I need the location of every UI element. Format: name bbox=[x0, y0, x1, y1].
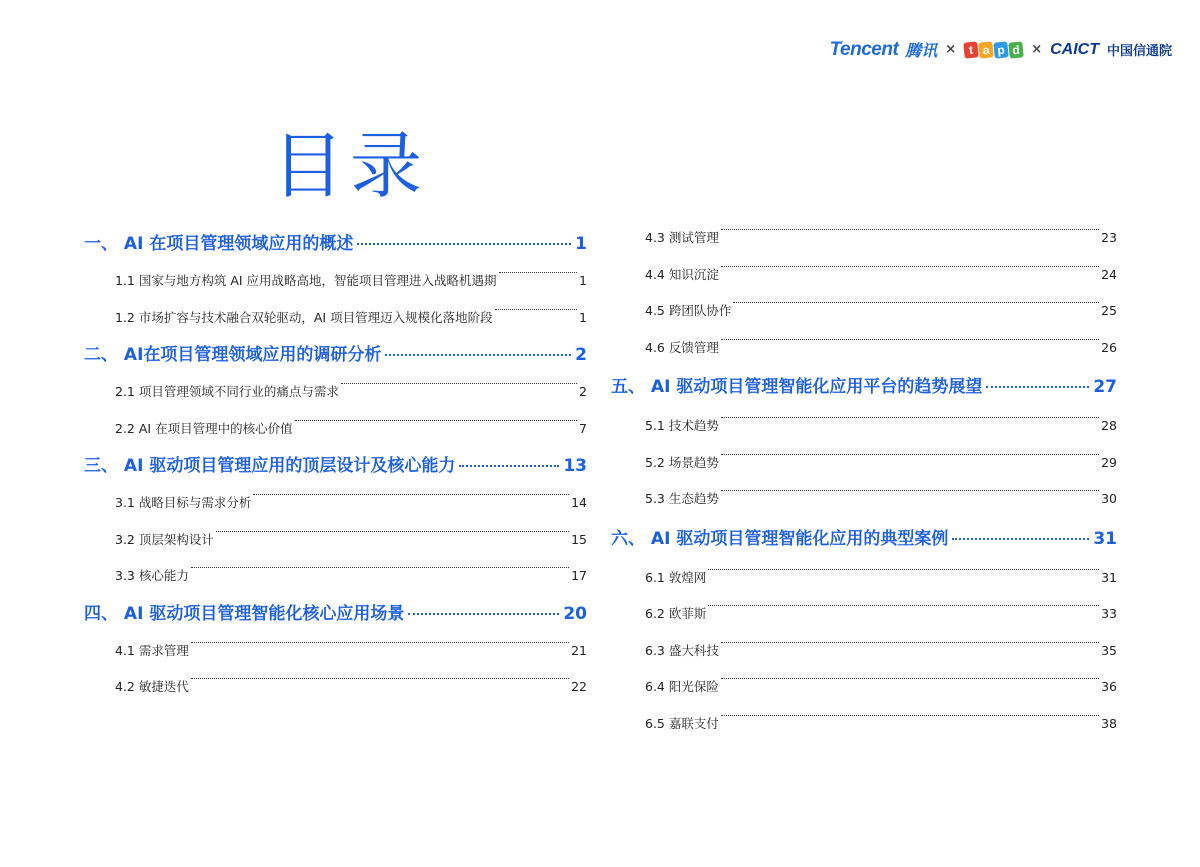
toc-entry-title: 5.1 技术趋势 bbox=[645, 418, 719, 433]
toc-section-entry[interactable] bbox=[84, 485, 587, 522]
toc-section-entry[interactable] bbox=[611, 220, 1117, 257]
toc-entry-title: 二、 AI在项目管理领域应用的调研分析 bbox=[84, 345, 382, 365]
toc-section-entry[interactable] bbox=[84, 374, 587, 411]
caict-logo: CAICT bbox=[1050, 40, 1099, 58]
toc-page-number: 25 bbox=[1101, 303, 1117, 318]
toc-entry-title: 五、 AI 驱动项目管理智能化应用平台的趋势展望 bbox=[611, 377, 983, 397]
toc-chapter-entry[interactable] bbox=[611, 524, 1117, 554]
page-title: 目录 bbox=[272, 124, 429, 208]
toc-page-number: 15 bbox=[571, 531, 587, 547]
toc-page-number: 14 bbox=[571, 495, 587, 510]
dot-leader bbox=[385, 354, 571, 356]
toc-section-entry[interactable] bbox=[84, 558, 587, 595]
toc-page-number: 24 bbox=[1101, 266, 1117, 282]
toc-page-number: 31 bbox=[1093, 528, 1117, 549]
toc-entry-title: 一、 AI 在项目管理领域应用的概述 bbox=[84, 234, 354, 254]
dot-leader bbox=[733, 302, 1099, 303]
dot-leader bbox=[952, 538, 1089, 540]
toc-section-entry[interactable] bbox=[611, 633, 1117, 670]
dot-leader bbox=[721, 678, 1099, 679]
partner-logos bbox=[830, 38, 1172, 61]
toc-page-number: 36 bbox=[1101, 679, 1117, 694]
toc-page-number: 29 bbox=[1101, 454, 1117, 470]
toc-page-number: 33 bbox=[1101, 606, 1117, 621]
toc-entry-title: 2.1 项目管理领域不同行业的痛点与需求 bbox=[115, 384, 339, 399]
toc-page-number: 13 bbox=[563, 456, 587, 476]
toc-page-number: 23 bbox=[1101, 230, 1117, 245]
dot-leader bbox=[341, 383, 577, 384]
toc-entry-title: 3.3 核心能力 bbox=[115, 568, 189, 583]
toc-entry-title: 4.1 需求管理 bbox=[115, 642, 189, 658]
toc-entry-title: 四、 AI 驱动项目管理智能化核心应用场景 bbox=[84, 603, 405, 624]
toc-section-entry[interactable] bbox=[84, 300, 587, 337]
toc-page-number: 1 bbox=[579, 273, 587, 288]
tapd-letter: p bbox=[993, 41, 1009, 58]
toc-section-entry[interactable] bbox=[611, 330, 1117, 367]
toc-entry-title: 6.3 盛大科技 bbox=[645, 642, 719, 658]
toc-entry-title: 2.2 AI 在项目管理中的核心价值 bbox=[115, 420, 293, 436]
tencent-logo: Tencent bbox=[829, 38, 899, 60]
toc-entry-title: 6.1 敦煌网 bbox=[645, 569, 707, 585]
toc-section-entry[interactable] bbox=[84, 633, 587, 670]
tapd-logo bbox=[964, 42, 1023, 58]
tapd-letter: d bbox=[1008, 41, 1024, 58]
toc-page-number: 2 bbox=[575, 345, 587, 365]
toc-page-number: 21 bbox=[571, 642, 587, 658]
toc-entry-title: 1.1 国家与地方构筑 AI 应用战略高地，智能项目管理进入战略机遇期 bbox=[115, 273, 497, 288]
dot-leader bbox=[721, 454, 1099, 455]
dot-leader bbox=[721, 715, 1099, 716]
toc-page-number: 38 bbox=[1101, 715, 1117, 731]
toc-section-entry[interactable] bbox=[84, 411, 587, 448]
toc-section-entry[interactable] bbox=[611, 445, 1117, 482]
toc-entry-title: 4.2 敏捷迭代 bbox=[115, 679, 189, 694]
toc-section-entry[interactable] bbox=[611, 408, 1117, 445]
toc-entry-title: 4.5 跨团队协作 bbox=[645, 303, 732, 318]
dot-leader bbox=[191, 678, 569, 679]
toc-entry-title: 三、 AI 驱动项目管理应用的顶层设计及核心能力 bbox=[84, 456, 456, 476]
toc-page-number: 20 bbox=[563, 603, 587, 624]
dot-leader bbox=[721, 339, 1099, 340]
toc-right-column bbox=[611, 220, 1117, 742]
dot-leader bbox=[721, 490, 1099, 491]
dot-leader bbox=[253, 494, 569, 495]
toc-entry-title: 六、 AI 驱动项目管理智能化应用的典型案例 bbox=[611, 528, 949, 549]
toc-page-number: 26 bbox=[1101, 339, 1117, 355]
logo-separator: × bbox=[1031, 42, 1043, 57]
toc-entry-title: 3.2 顶层架构设计 bbox=[115, 531, 214, 547]
toc-page-number: 1 bbox=[579, 309, 587, 325]
toc-section-entry[interactable] bbox=[611, 257, 1117, 294]
caict-logo-cn: 中国信通院 bbox=[1106, 44, 1172, 59]
toc-page-number: 27 bbox=[1093, 377, 1117, 397]
toc-entry-title: 4.3 测试管理 bbox=[645, 230, 719, 245]
toc-section-entry[interactable] bbox=[611, 706, 1117, 743]
toc-section-entry[interactable] bbox=[611, 481, 1117, 518]
toc-entry-title: 3.1 战略目标与需求分析 bbox=[115, 495, 252, 510]
toc-chapter-entry[interactable] bbox=[84, 451, 587, 481]
toc-chapter-entry[interactable] bbox=[84, 229, 587, 259]
toc-page-number: 7 bbox=[579, 420, 587, 436]
toc-entry-title: 1.2 市场扩容与技术融合双轮驱动，AI 项目管理迈入规模化落地阶段 bbox=[115, 309, 493, 325]
dot-leader bbox=[216, 531, 569, 532]
dot-leader bbox=[495, 309, 577, 310]
toc-section-entry[interactable] bbox=[84, 522, 587, 559]
toc-page-number: 31 bbox=[1101, 569, 1117, 585]
toc-entry-title: 6.4 阳光保险 bbox=[645, 679, 719, 694]
dot-leader bbox=[721, 266, 1099, 267]
toc-page-number: 30 bbox=[1101, 491, 1117, 506]
toc-entry-title: 5.2 场景趋势 bbox=[645, 454, 719, 470]
toc-page-number: 35 bbox=[1101, 642, 1117, 658]
dot-leader bbox=[986, 386, 1089, 388]
tapd-letter: a bbox=[978, 41, 994, 58]
dot-leader bbox=[459, 465, 559, 467]
logo-separator: × bbox=[945, 42, 957, 57]
toc-page-number: 2 bbox=[579, 384, 587, 399]
toc-section-entry[interactable] bbox=[611, 293, 1117, 330]
toc-entry-title: 4.6 反馈管理 bbox=[645, 339, 719, 355]
dot-leader bbox=[191, 642, 569, 643]
toc-section-entry[interactable] bbox=[84, 669, 587, 706]
toc-page-number: 17 bbox=[571, 568, 587, 583]
toc-entry-title: 6.5 嘉联支付 bbox=[645, 715, 719, 731]
toc-page-number: 1 bbox=[575, 234, 587, 254]
dot-leader bbox=[191, 567, 569, 568]
toc-entry-title: 6.2 欧菲斯 bbox=[645, 606, 707, 621]
dot-leader bbox=[408, 613, 559, 615]
dot-leader bbox=[721, 229, 1099, 230]
toc-chapter-entry[interactable] bbox=[611, 372, 1117, 402]
toc-chapter-entry[interactable] bbox=[84, 340, 587, 370]
dot-leader bbox=[721, 642, 1099, 643]
dot-leader bbox=[721, 417, 1099, 418]
dot-leader bbox=[708, 605, 1099, 606]
toc-entry-title: 4.4 知识沉淀 bbox=[645, 266, 719, 282]
toc-chapter-entry[interactable] bbox=[84, 599, 587, 629]
toc-section-entry[interactable] bbox=[84, 263, 587, 300]
toc-section-entry[interactable] bbox=[611, 669, 1117, 706]
dot-leader bbox=[499, 272, 578, 273]
toc-page-number: 22 bbox=[571, 679, 587, 694]
dot-leader bbox=[708, 569, 1099, 570]
tencent-logo-cn: 腾讯 bbox=[905, 41, 938, 60]
toc-section-entry[interactable] bbox=[611, 596, 1117, 633]
toc-section-entry[interactable] bbox=[611, 560, 1117, 597]
toc-entry-title: 5.3 生态趋势 bbox=[645, 491, 719, 506]
toc-left-column bbox=[84, 225, 587, 706]
dot-leader bbox=[295, 420, 577, 421]
tapd-letter: t bbox=[963, 41, 979, 58]
toc-page-number: 28 bbox=[1101, 418, 1117, 433]
dot-leader bbox=[357, 243, 571, 245]
